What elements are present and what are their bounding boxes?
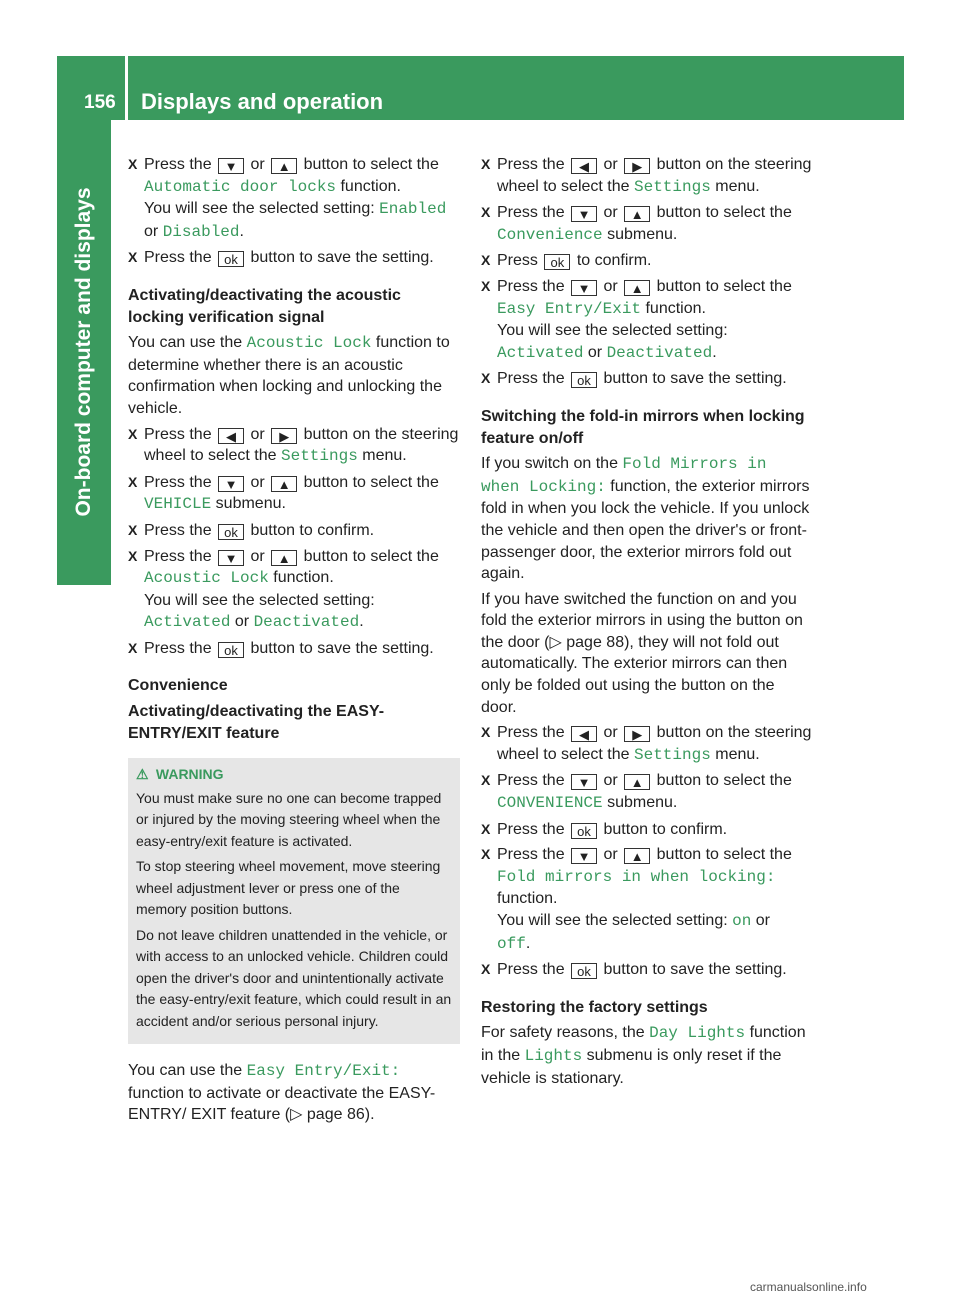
step: X Press the ▼ or ▲ button to select the CONVENIENCE submenu. [481,772,792,813]
up-key-icon: ▲ [624,206,650,222]
section-heading: Activating/deactivating the EASY-ENTRY/EXIT feature [128,703,385,742]
menu-name: Settings [633,177,711,196]
ok-key-icon: ok [571,963,597,979]
up-key-icon: ▲ [624,280,650,296]
paragraph: You can use the Easy Entry/Exit: function to activate or deactivate the EASY-ENTRY/ EXIT feature (▷ page 86). [128,1062,436,1124]
up-key-icon: ▲ [624,848,650,864]
up-key-icon: ▲ [271,158,297,174]
step: X Press the ▼ or ▲ button to select the Convenience submenu. [481,204,792,244]
step: X Press the ok button to save the setting. [128,249,434,268]
step: X Press the ▼ or ▲ button to select the Automatic door locks function. You will see the selected setting: Enabled or Disabled. [128,156,447,241]
right-key-icon: ▶ [271,428,297,444]
setting-value: Deactivated [606,343,713,362]
step: X Press the ▼ or ▲ button to select the Fold mirrors in when locking: function. You will see the selected setting: on or off. [481,846,792,953]
function-name: Fold mirrors in when locking: [497,867,776,886]
paragraph: If you switch on the Fold Mirrors in when Locking: function, the exterior mirrors fold in when you lock the vehicle. If you unlock the vehicle and then open the driver's or front-passenger door, the exterior mirrors fold out again. [481,455,810,583]
left-key-icon: ◀ [571,726,597,742]
warning-text: Do not leave children unattended in the vehicle, or with access to an unlocked vehicle. Children could open the driver's door and unintentionally activate the easy-entry/exit feature, which could result in an accident and/or serious personal injury. [136,926,452,1029]
function-name: Acoustic Lock [144,569,269,588]
step-arrow-icon: X [128,156,138,172]
setting-value: on [732,912,752,930]
down-key-icon: ▼ [218,476,244,492]
side-tab-label: On-board computer and displays [72,187,95,517]
ok-key-icon: ok [218,524,244,540]
up-key-icon: ▲ [271,476,297,492]
ok-key-icon: ok [571,372,597,388]
step-arrow-icon: X [481,370,491,387]
step-arrow-icon: X [128,521,138,538]
setting-value: off [497,934,526,953]
down-key-icon: ▼ [571,848,597,864]
page-ref-icon: ▷ [549,633,562,651]
header-divider [125,56,128,120]
warning-icon: ⚠ [136,766,149,783]
step-arrow-icon: X [128,249,138,266]
step-arrow-icon: X [481,277,491,294]
page-title: Displays and operation [141,89,384,114]
warning-text: You must make sure no one can become trapped or injured by the moving steering wheel when the easy-entry/exit feature is activated. [136,789,442,849]
down-key-icon: ▼ [218,158,244,174]
up-key-icon: ▲ [271,550,297,566]
right-column [481,154,813,1093]
step: X Press the ◀ or ▶ button on the steering wheel to select the Settings menu. [481,156,812,196]
section-heading: Switching the fold-in mirrors when locking feature on/off [481,407,805,447]
paragraph: If you have switched the function on and you fold the exterior mirrors in using the button on the door (▷ page 88), they will not fold out automatically. The exterior mirrors can then only be folded out using the button on the door. [481,590,803,716]
step-arrow-icon: X [128,547,138,564]
paragraph: For safety reasons, the Day Lights function in the Lights submenu is only reset if the vehicle is stationary. [481,1024,806,1087]
ok-key-icon: ok [218,251,244,267]
step-arrow-icon: X [128,473,138,490]
down-key-icon: ▼ [218,550,244,566]
ok-key-icon: ok [218,642,244,658]
step-arrow-icon: X [481,252,491,269]
step: X Press the ▼ or ▲ button to select the Easy Entry/Exit function. You will see the selected setting: Activated or Deactivated. [481,277,792,362]
step: X Press the ▼ or ▲ button to select the Acoustic Lock function. You will see the selected setting: Activated or Deactivated. [128,547,439,632]
left-key-icon: ◀ [218,428,244,444]
step: X Press the ▼ or ▲ button to select the VEHICLE submenu. [128,473,439,514]
step-arrow-icon: X [481,772,491,789]
setting-value: Activated [144,613,231,632]
step: X Press the ok button to save the setting. [481,370,787,389]
step: X Press the ok button to save the setting. [128,639,434,658]
step: X Press the ◀ or ▶ button on the steering wheel to select the Settings menu. [481,724,812,764]
step-arrow-icon: X [481,846,491,863]
warning-heading: ⚠ WARNING [136,764,452,786]
down-key-icon: ▼ [571,206,597,222]
section-heading: Convenience [128,677,228,695]
setting-value: Enabled [379,200,447,219]
warning-text: To stop steering wheel movement, move steering wheel adjustment lever or press one of the memory position buttons. [136,858,441,918]
step-arrow-icon: X [481,156,491,172]
step-arrow-icon: X [481,961,491,978]
warning-box [128,758,460,1044]
paragraph: You can use the Acoustic Lock function to determine whether there is an acoustic confirmation when locking and unlocking the vehicle. [128,334,450,417]
step: X Press the ok button to save the setting. [481,961,787,980]
step: X Press the ok button to confirm. [481,820,728,839]
down-key-icon: ▼ [571,280,597,296]
function-name: Acoustic Lock [246,334,372,353]
function-name: Easy Entry/Exit: [246,1062,401,1081]
step-arrow-icon: X [481,820,491,837]
step-arrow-icon: X [128,639,138,656]
page-number: 156 [84,92,116,113]
step: X Press the ◀ or ▶ button on the steering wheel to select the Settings menu. [128,425,459,466]
page-ref-icon: ▷ [290,1106,303,1124]
menu-name: Settings [280,447,358,466]
function-name: Day Lights [649,1024,746,1043]
setting-value: Deactivated [253,613,360,632]
section-heading: Activating/deactivating the acoustic locking verification signal [128,286,401,326]
down-key-icon: ▼ [571,774,597,790]
left-key-icon: ◀ [571,158,597,174]
menu-name: Settings [633,745,711,764]
step-arrow-icon: X [128,425,138,442]
section-heading: Restoring the factory settings [481,998,708,1016]
step: X Press ok to confirm. [481,252,652,271]
function-name: Fold Mirrors in when Locking: [481,455,767,496]
submenu-name: CONVENIENCE [497,794,603,813]
watermark: carmanualsonline.info [750,1280,867,1294]
submenu-name: Convenience [497,225,603,244]
function-name: Easy Entry/Exit [497,299,642,318]
function-name: Automatic door locks [144,177,337,196]
ok-key-icon: ok [544,254,570,270]
submenu-name: Lights [524,1046,583,1065]
setting-value: Activated [497,343,584,362]
up-key-icon: ▲ [624,774,650,790]
ok-key-icon: ok [571,823,597,839]
step-arrow-icon: X [481,204,491,221]
right-key-icon: ▶ [624,158,650,174]
step: X Press the ok button to confirm. [128,521,375,540]
step-arrow-icon: X [481,724,491,741]
page-ref-link[interactable]: page 86). [306,1106,375,1124]
submenu-name: VEHICLE [144,495,212,514]
right-key-icon: ▶ [624,726,650,742]
left-column [128,154,460,1130]
setting-value: Disabled [162,222,240,241]
